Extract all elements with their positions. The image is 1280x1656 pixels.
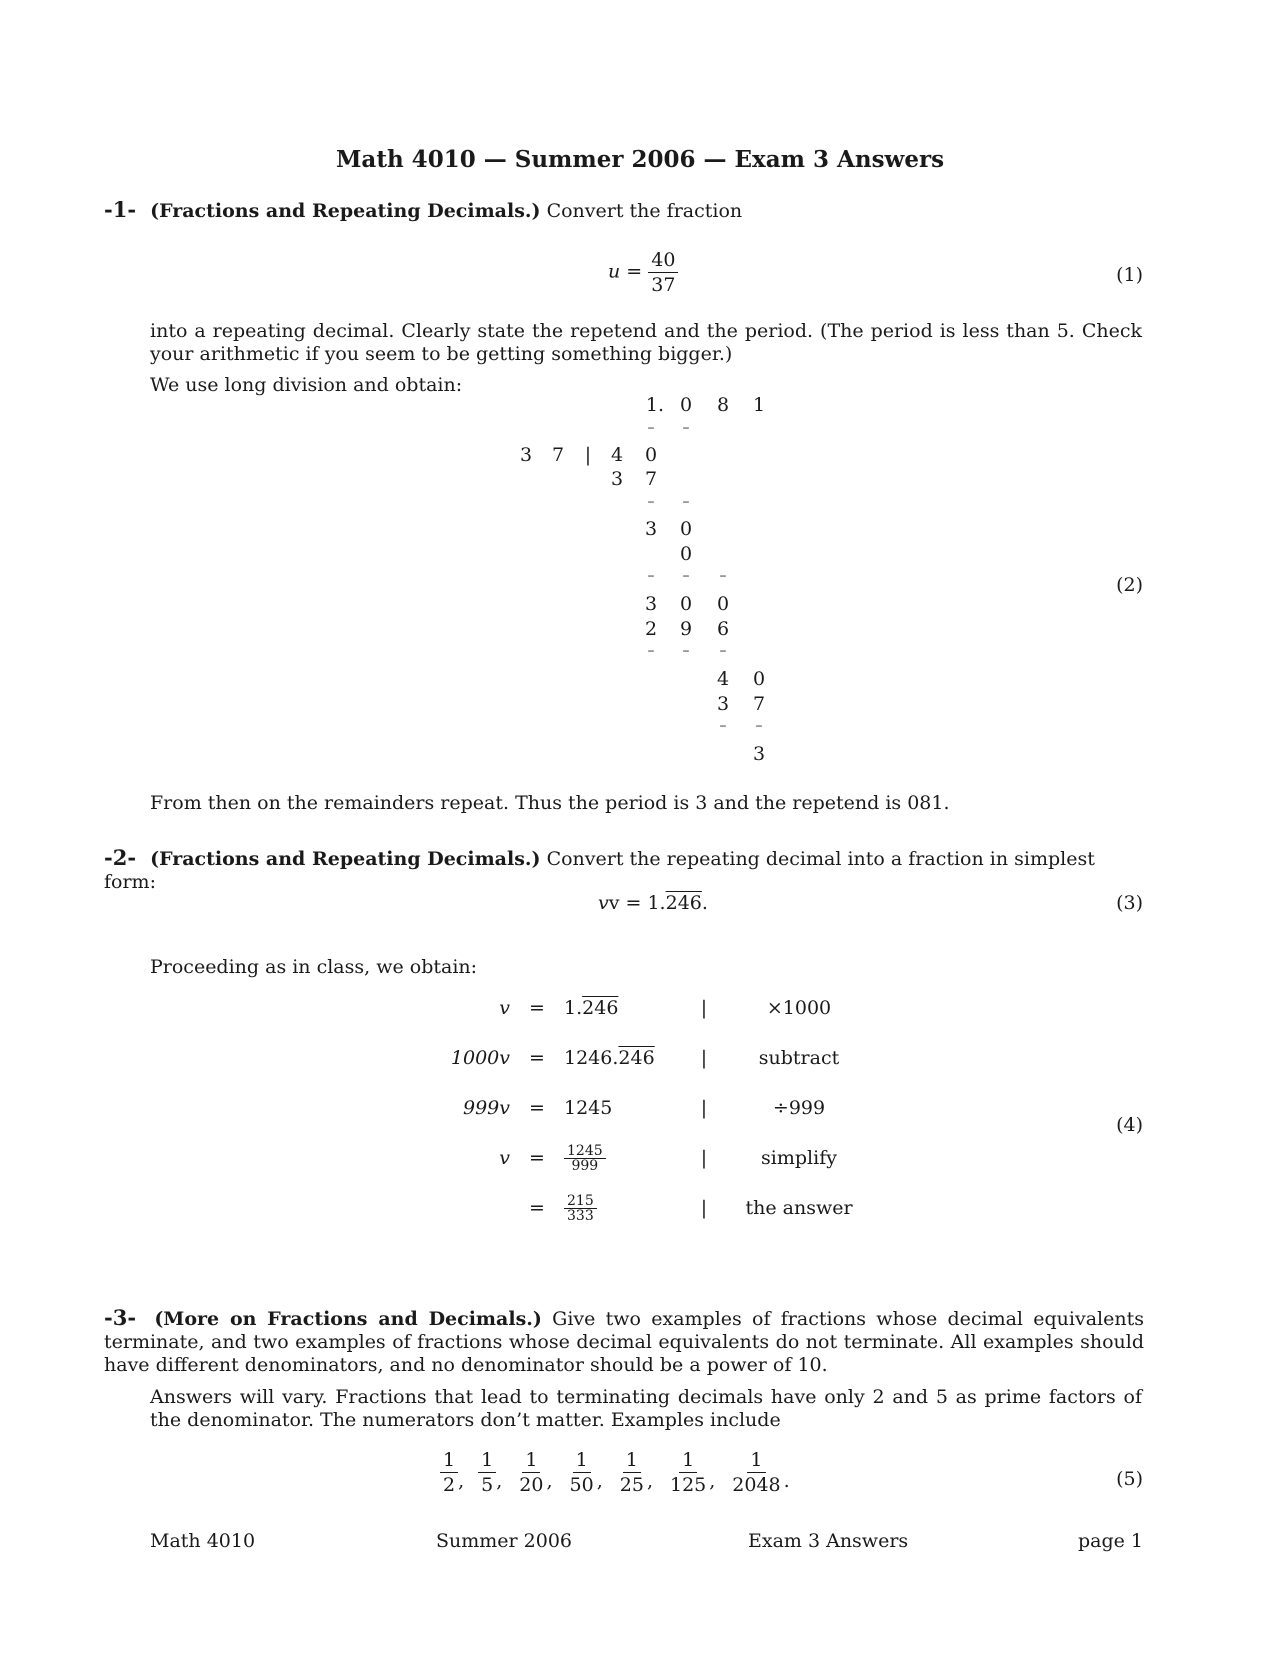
example-fraction: $\frac{1}{25}$ , — [619, 1449, 653, 1496]
problem-2-heading: (Fractions and Repeating Decimals.) — [150, 848, 541, 870]
row-separator: | — [700, 1147, 708, 1169]
ld-step-h1: 4 — [716, 668, 730, 690]
equation-number-1: (1) — [1116, 264, 1143, 286]
row-note: simplify — [761, 1147, 837, 1169]
ld-step-f2: 0 — [679, 593, 693, 615]
row-eq: = — [529, 1047, 545, 1069]
row-lhs: 999v — [463, 1097, 510, 1119]
row-rhs: 1246.246 — [564, 1047, 655, 1069]
row-rhs: $\frac{215}{333}$ — [564, 1183, 684, 1233]
eq1-numerator: 40 — [648, 248, 678, 273]
ld-step-e1: 0 — [679, 543, 693, 565]
problem-1-text-3: From then on the remainders repeat. Thus the period is 3 and the repetend is 081. — [150, 792, 950, 814]
ld-dividend-2: 0 — [644, 444, 658, 466]
equation-number-3: (3) — [1116, 892, 1143, 914]
row-separator: | — [700, 1047, 708, 1069]
ld-step-f1: 3 — [644, 593, 658, 615]
ld-dash: – — [719, 718, 727, 734]
ld-quotient-1: 1. — [645, 394, 665, 416]
ld-dash: – — [647, 420, 655, 436]
ld-dash: – — [647, 494, 655, 510]
eq1-fraction — [648, 248, 678, 297]
example-fraction: $\frac{1}{125}$ , — [669, 1449, 716, 1496]
row-rhs: $\frac{1245}{999}$ — [564, 1133, 684, 1183]
problem-3-number: -3- — [104, 1305, 137, 1330]
row-lhs — [440, 1183, 510, 1233]
ld-dash: – — [647, 568, 655, 584]
problem-1-number: -1- — [104, 197, 137, 222]
footer-term: Summer 2006 — [436, 1530, 573, 1552]
problem-1-statement — [104, 198, 1144, 223]
problem-1-text-1: into a repeating decimal. Clearly state the repetend and the period. (The period is less than 5. Check your arithmetic if you seem to be getting something bigger.) — [150, 320, 1142, 365]
ld-step-i2: 7 — [752, 693, 766, 715]
ld-quotient-3: 8 — [716, 394, 730, 416]
eq3-repetend: 246 — [665, 892, 702, 914]
ld-dash: – — [755, 718, 763, 734]
footer-course: Math 4010 — [150, 1530, 256, 1552]
problem-3-prompt: Give two examples of fractions whose decimal equivalents terminate, and two examples of fractions whose decimal equivalents do not terminate. All examples should have different denominators, and no denominator should be a power of 10. — [104, 1308, 1144, 1376]
eq3-pre: v = 1. — [608, 892, 666, 914]
ld-separator: | — [584, 444, 592, 466]
row-eq: = — [529, 1197, 545, 1219]
eq1-lhs: u = — [608, 260, 643, 283]
page-title: Math 4010 — Summer 2006 — Exam 3 Answers — [335, 146, 945, 173]
ld-dividend-1: 4 — [610, 444, 624, 466]
problem-3-statement — [104, 1306, 1144, 1377]
row-eq: = — [529, 1147, 545, 1169]
ld-dash: – — [719, 643, 727, 659]
problem-2-statement — [104, 846, 1144, 894]
row-lhs: 1000v — [450, 1047, 510, 1069]
footer-doc: Exam 3 Answers — [748, 1530, 909, 1552]
example-fractions — [440, 1448, 790, 1497]
ld-divisor-2: 7 — [551, 444, 565, 466]
ld-step-j1: 3 — [752, 743, 766, 765]
problem-2-number: -2- — [104, 845, 137, 870]
row-lhs: v — [499, 997, 510, 1019]
ld-step-f3: 0 — [716, 593, 730, 615]
ld-step-g3: 6 — [716, 618, 730, 640]
table-row — [440, 1183, 874, 1233]
ld-step-b2: 7 — [644, 468, 658, 490]
problem-1-prompt: Convert the fraction — [546, 200, 743, 222]
problem-2-prompt: Convert the repeating decimal into a fraction in simplest form: — [104, 848, 1095, 893]
example-fraction: $\frac{1}{2048}$ . — [732, 1449, 790, 1496]
ld-quotient-2: 0 — [679, 394, 693, 416]
row-note: ÷999 — [772, 1097, 826, 1119]
problem-2-text-1: Proceeding as in class, we obtain: — [150, 956, 478, 978]
problem-3-heading: (More on Fractions and Decimals.) — [154, 1308, 542, 1330]
row-lhs: v — [499, 1147, 510, 1169]
equation-number-5: (5) — [1116, 1468, 1143, 1490]
derivation-table — [440, 983, 874, 1233]
example-fraction: $\frac{1}{2}$ , — [440, 1448, 464, 1497]
equation-number-4: (4) — [1116, 1114, 1143, 1136]
ld-step-g1: 2 — [644, 618, 658, 640]
table-row — [440, 1033, 874, 1083]
problem-1-heading: (Fractions and Repeating Decimals.) — [150, 200, 541, 222]
equation-number-2: (2) — [1116, 574, 1143, 596]
footer-page: page 1 — [1077, 1530, 1143, 1552]
eq3-post: . — [701, 892, 708, 914]
row-note: the answer — [745, 1197, 853, 1219]
row-eq: = — [529, 997, 545, 1019]
ld-dash: – — [719, 568, 727, 584]
ld-step-h2: 0 — [752, 668, 766, 690]
example-fraction: $\frac{1}{5}$ , — [478, 1448, 502, 1497]
ld-dash: – — [682, 643, 690, 659]
ld-dash: – — [647, 643, 655, 659]
row-separator: | — [700, 997, 708, 1019]
ld-step-c2: 0 — [679, 518, 693, 540]
ld-dash: – — [682, 568, 690, 584]
row-rhs: 1245 — [564, 1097, 613, 1119]
problem-1-text-2: We use long division and obtain: — [150, 374, 463, 396]
table-row — [440, 1133, 874, 1183]
row-separator: | — [700, 1097, 708, 1119]
equation-3: vv = 1.246. — [598, 892, 708, 914]
table-row — [440, 1083, 874, 1133]
ld-step-b1: 3 — [610, 468, 624, 490]
example-fraction: $\frac{1}{50}$ , — [569, 1449, 603, 1496]
row-note: ×1000 — [766, 997, 832, 1019]
ld-dash: – — [682, 494, 690, 510]
problem-3-text-1: Answers will vary. Fractions that lead to terminating decimals have only 2 and 5 as prime factors of the denominator. The numerators don’t matter. Examples include — [150, 1386, 1142, 1431]
row-separator: | — [700, 1197, 708, 1219]
row-eq: = — [529, 1097, 545, 1119]
equation-1 — [608, 248, 678, 297]
ld-divisor-1: 3 — [519, 444, 533, 466]
ld-quotient-4: 1 — [752, 394, 766, 416]
eq1-denominator: 37 — [651, 274, 676, 296]
ld-step-c1: 3 — [644, 518, 658, 540]
row-note: subtract — [758, 1047, 840, 1069]
row-rhs: 1.246 — [564, 997, 619, 1019]
ld-step-g2: 9 — [679, 618, 693, 640]
example-fraction: $\frac{1}{20}$ , — [519, 1449, 553, 1496]
ld-dash: – — [682, 420, 690, 436]
ld-step-i1: 3 — [716, 693, 730, 715]
table-row — [440, 983, 874, 1033]
